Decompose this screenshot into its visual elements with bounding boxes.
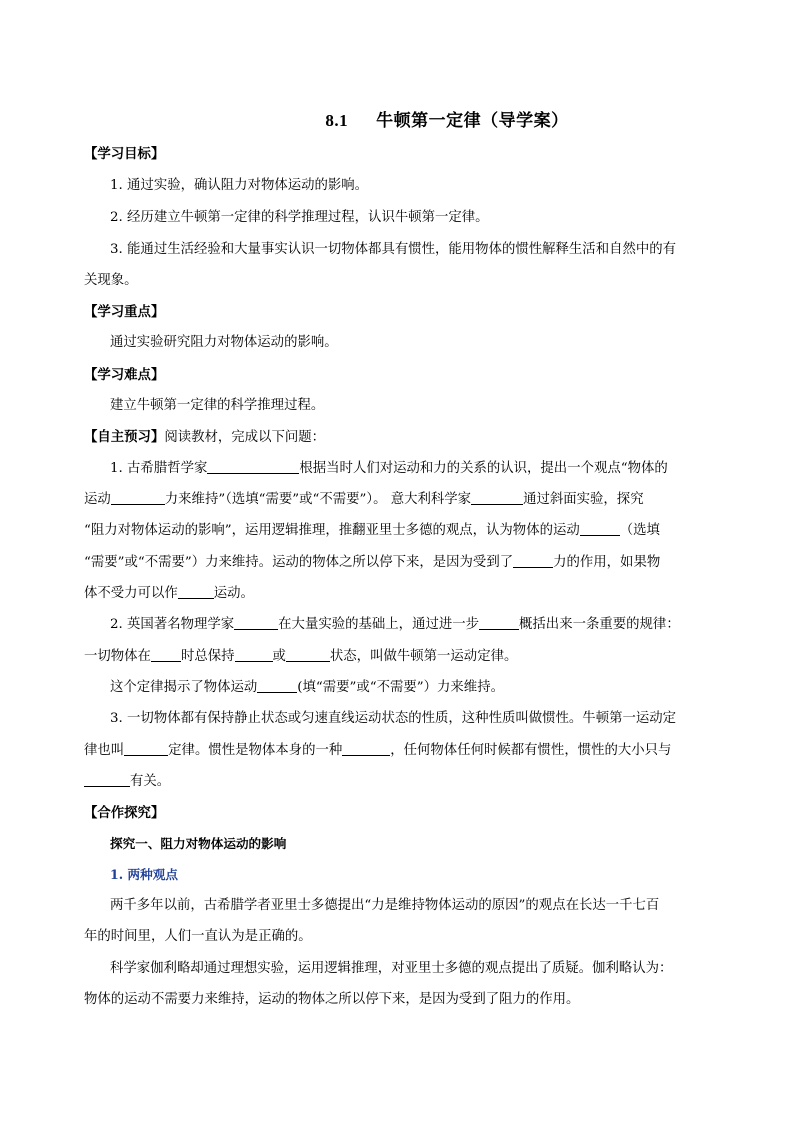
explore-heading: 【合作探究】 bbox=[84, 805, 165, 821]
q2-text: 在大量实验的基础上，通过进一步 bbox=[278, 617, 480, 632]
fill-blank[interactable] bbox=[257, 678, 297, 693]
q2-text: 时总保持 bbox=[180, 649, 235, 664]
q1-text: 体不受力可以作 bbox=[84, 586, 178, 601]
q1-text: 力来维持”（选填“需要”或“不需要”）。 意大利科学家 bbox=[164, 492, 472, 507]
q1-text: 根据当时人们对运动和力的关系的认识，提出一个观点“物体的 bbox=[299, 461, 668, 476]
key-point-heading: 【学习重点】 bbox=[84, 304, 165, 320]
q3-text: 定律。惯性是物体本身的一种 bbox=[168, 743, 343, 758]
paragraph-line: 两千多年以前，古希腊学者亚里士多德提出“力是维持物体运动的原因”的观点在长达一千七百 bbox=[110, 898, 660, 913]
q3-line-2 bbox=[84, 741, 671, 761]
section-heading: 探究一、阻力对物体运动的影响 bbox=[110, 836, 287, 851]
fill-blank[interactable] bbox=[580, 521, 620, 536]
q1-line-5 bbox=[84, 584, 254, 604]
difficulty-heading: 【学习难点】 bbox=[84, 367, 165, 383]
fill-blank[interactable] bbox=[178, 584, 214, 599]
q1-text: （选填 bbox=[619, 523, 660, 538]
q1-text: 通过斜面实验，探究 bbox=[523, 492, 644, 507]
q2-line-2 bbox=[84, 647, 517, 667]
q1-line-4 bbox=[84, 553, 660, 573]
q3-line-3 bbox=[84, 772, 170, 792]
fill-blank[interactable] bbox=[471, 490, 523, 505]
q2-text: 状态，叫做牛顿第一运动定律。 bbox=[329, 649, 518, 664]
q2-text: 或 bbox=[272, 649, 286, 664]
key-point-text: 通过实验研究阻力对物体运动的影响。 bbox=[110, 335, 338, 350]
fill-blank[interactable] bbox=[234, 615, 278, 630]
paragraph-line: 物体的运动不需要力来维持，运动的物体之所以停下来，是因为受到了阻力的作用。 bbox=[84, 992, 580, 1007]
q1-line-2 bbox=[84, 490, 644, 510]
goal-item: 3. 能通过生活经验和大量事实认识一切物体都具有惯性，能用物体的惯性解释生活和自然中的有 bbox=[110, 242, 677, 257]
goal-item: 关现象。 bbox=[84, 273, 138, 288]
fill-blank[interactable] bbox=[84, 772, 130, 787]
goal-item: 1. 通过实验，确认阻力对物体运动的影响。 bbox=[110, 178, 369, 193]
paragraph-line: 科学家伽利略却通过理想实验，运用逻辑推理，对亚里士多德的观点提出了质疑。伽利略认为： bbox=[110, 961, 673, 976]
q2-text: 概括出来一条重要的规律： bbox=[519, 617, 680, 632]
q3-text: ，任何物体任何时候都有惯性，惯性的大小只与 bbox=[390, 743, 672, 758]
q3-text: 律也叫 bbox=[84, 743, 125, 758]
q2-text: 一切物体在 bbox=[84, 649, 151, 664]
fill-blank[interactable] bbox=[513, 553, 553, 568]
q2-line-1 bbox=[110, 615, 680, 635]
preview-heading-line bbox=[84, 427, 325, 448]
sub-heading: 1. 两种观点 bbox=[110, 867, 178, 882]
fill-blank[interactable] bbox=[111, 490, 165, 505]
q3-text: 3. 一切物体都有保持静止状态或匀速直线运动状态的性质，这种性质叫做惯性。牛顿第一运动定 bbox=[110, 711, 677, 726]
q3-line-1 bbox=[110, 709, 676, 729]
fill-blank[interactable] bbox=[207, 459, 299, 474]
q1-text: 力的作用，如果物 bbox=[553, 555, 661, 570]
goals-heading: 【学习目标】 bbox=[84, 146, 165, 162]
goal-item: 2. 经历建立牛顿第一定律的科学推理过程，认识牛顿第一定律。 bbox=[110, 210, 489, 225]
paragraph-line: 年的时间里，人们一直认为是正确的。 bbox=[84, 929, 312, 944]
q1-text: “阻力对物体运动的影响”，运用逻辑推理，推翻亚里士多德的观点，认为物体的运动 bbox=[84, 523, 580, 538]
q1-text: “需要”或“不需要”）力来维持。运动的物体之所以停下来，是因为受到了 bbox=[84, 555, 514, 570]
preview-intro: 阅读教材，完成以下问题： bbox=[164, 430, 326, 445]
q1-text: 运动。 bbox=[213, 586, 254, 601]
q2-text: (填“需要”或“不需要”）力来维持。 bbox=[297, 680, 504, 695]
fill-blank[interactable] bbox=[235, 647, 273, 662]
title-number: 8.1 bbox=[325, 111, 349, 130]
q3-text: 有关。 bbox=[130, 774, 171, 789]
preview-heading: 【自主预习】 bbox=[84, 429, 165, 445]
q1-line-1 bbox=[110, 459, 668, 479]
q1-text: 运动 bbox=[84, 492, 111, 507]
q1-text: 1. 古希腊哲学家 bbox=[110, 461, 208, 476]
fill-blank[interactable] bbox=[342, 741, 390, 756]
fill-blank[interactable] bbox=[479, 615, 519, 630]
q2-line-3 bbox=[110, 678, 504, 698]
page-title bbox=[0, 106, 794, 131]
fill-blank[interactable] bbox=[286, 647, 330, 662]
difficulty-text: 建立牛顿第一定律的科学推理过程。 bbox=[110, 398, 325, 413]
title-text: 牛顿第一定律（导学案） bbox=[376, 111, 569, 131]
q2-text: 这个定律揭示了物体运动 bbox=[110, 680, 258, 695]
q1-line-3 bbox=[84, 521, 660, 541]
fill-blank[interactable] bbox=[124, 741, 168, 756]
fill-blank[interactable] bbox=[151, 647, 181, 662]
q2-text: 2. 英国著名物理学家 bbox=[110, 617, 235, 632]
